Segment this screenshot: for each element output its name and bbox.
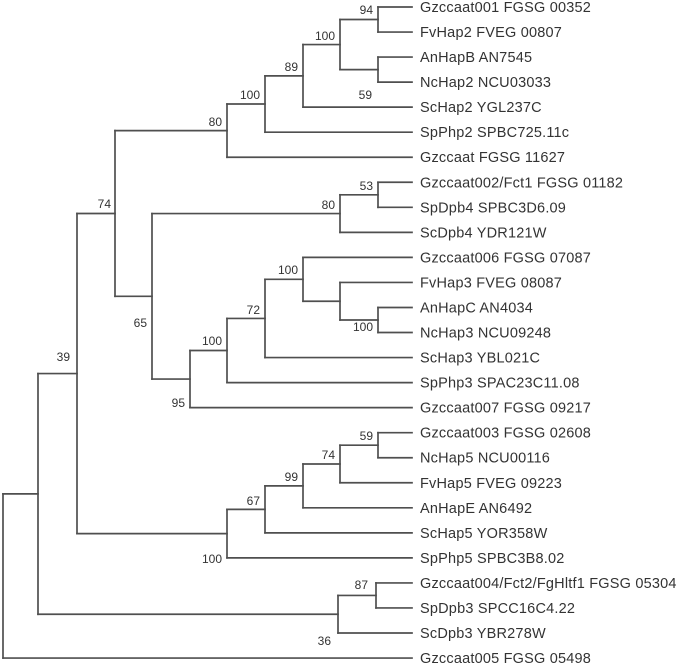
- bootstrap-label: 89: [284, 60, 298, 74]
- bootstrap-label: 36: [317, 634, 331, 648]
- bootstrap-label: 87: [354, 578, 368, 592]
- leaf-label: NcHap5 NCU00116: [420, 450, 551, 467]
- leaf-label: AnHapE AN6492: [420, 500, 533, 517]
- leaf-label: NcHap2 NCU03033: [420, 75, 552, 92]
- leaf-label: SpDpb3 SPCC16C4.22: [420, 600, 576, 617]
- leaf-label: SpPhp5 SPBC3B8.02: [420, 550, 565, 567]
- leaf-label: Gzccaat004/Fct2/FgHltf1 FGSG 05304: [420, 575, 677, 592]
- bootstrap-label: 39: [56, 350, 70, 364]
- leaf-label: SpDpb4 SPBC3D6.09: [420, 200, 567, 217]
- leaf-label: Gzccaat002/Fct1 FGSG 01182: [420, 175, 624, 192]
- bootstrap-label: 95: [171, 396, 185, 410]
- bootstrap-label: 59: [359, 429, 373, 443]
- leaf-label: Gzccaat001 FGSG 00352: [420, 0, 592, 16]
- leaf-label: ScHap5 YOR358W: [420, 525, 548, 542]
- leaf-label: Gzccaat005 FGSG 05498: [420, 651, 592, 666]
- leaf-label: FvHap2 FVEG 00807: [420, 25, 563, 42]
- bootstrap-label: 74: [97, 197, 111, 211]
- bootstrap-label: 99: [284, 470, 298, 484]
- bootstrap-label: 94: [359, 3, 373, 17]
- bootstrap-label: 53: [359, 179, 373, 193]
- bootstrap-label: 80: [208, 115, 222, 129]
- leaf-label: Gzccaat003 FGSG 02608: [420, 425, 592, 442]
- leaf-label: SpPhp2 SPBC725.11c: [420, 125, 570, 142]
- leaf-label: AnHapC AN4034: [420, 300, 534, 317]
- bootstrap-label: 100: [314, 29, 335, 43]
- leaf-label: NcHap3 NCU09248: [420, 325, 552, 342]
- leaf-label: ScHap2 YGL237C: [420, 100, 542, 117]
- bootstrap-label: 80: [321, 198, 335, 212]
- bootstrap-label: 65: [133, 316, 147, 330]
- leaf-label: Gzccaat FGSG 11627: [420, 150, 566, 167]
- bootstrap-label: 74: [321, 448, 335, 462]
- bootstrap-label: 100: [352, 320, 373, 334]
- leaf-label: ScDpb4 YDR121W: [420, 225, 547, 242]
- bootstrap-label: 100: [201, 334, 222, 348]
- leaf-label: Gzccaat006 FGSG 07087: [420, 250, 592, 267]
- bootstrap-label: 59: [358, 88, 372, 102]
- bootstrap-label: 67: [246, 494, 260, 508]
- leaf-label: ScHap3 YBL021C: [420, 350, 541, 367]
- leaf-label: FvHap5 FVEG 09223: [420, 475, 563, 492]
- leaf-label: ScDpb3 YBR278W: [420, 626, 546, 642]
- bootstrap-label: 100: [201, 552, 222, 566]
- bootstrap-label: 100: [277, 263, 298, 277]
- leaf-label: AnHapB AN7545: [420, 50, 533, 67]
- leaf-label: FvHap3 FVEG 08087: [420, 275, 563, 292]
- bootstrap-label: 72: [246, 303, 260, 317]
- leaf-label: Gzccaat007 FGSG 09217: [420, 400, 592, 417]
- bootstrap-label: 100: [239, 88, 260, 102]
- leaf-label: SpPhp3 SPAC23C11.08: [420, 375, 580, 392]
